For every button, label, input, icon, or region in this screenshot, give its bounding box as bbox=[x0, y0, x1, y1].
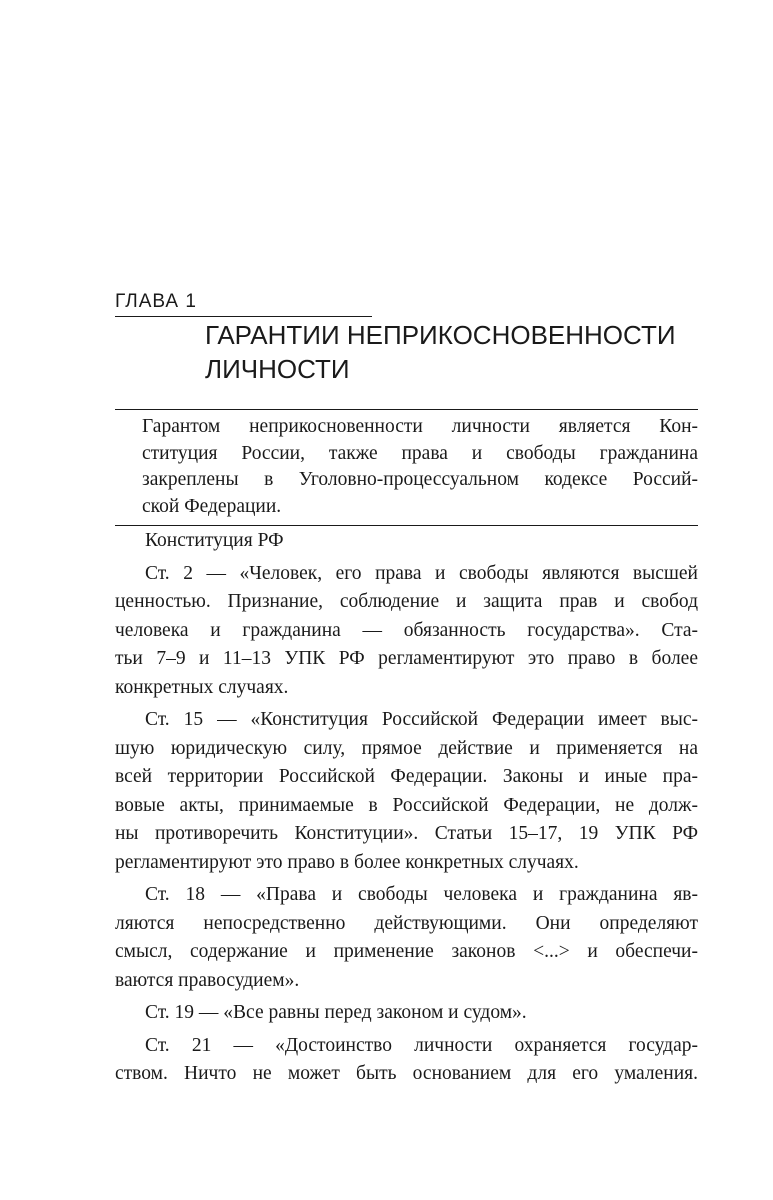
paragraph-line: смысл, содержание и применение законов <...> и обеспечи- bbox=[115, 941, 698, 962]
paragraph-line: тьи 7–9 и 11–13 УПК РФ регламентируют это право в более bbox=[115, 648, 698, 669]
chapter-rule bbox=[115, 316, 372, 317]
chapter-title bbox=[205, 318, 705, 386]
chapter-title-line: ЛИЧНОСТИ bbox=[205, 354, 350, 384]
section-heading: Конституция РФ bbox=[145, 530, 284, 551]
chapter-label: ГЛАВА 1 bbox=[115, 291, 197, 312]
paragraph-art-18 bbox=[115, 881, 698, 995]
epigraph-line: ской Федерации. bbox=[142, 495, 282, 517]
paragraph-line: ляются непосредственно действующими. Они определяют bbox=[115, 912, 698, 934]
chapter-title-line: ГАРАНТИИ НЕПРИКОСНОВЕННОСТИ bbox=[205, 320, 676, 350]
paragraph-line: всей территории Российской Федерации. Законы и иные пра- bbox=[115, 766, 698, 787]
paragraph-art-15 bbox=[115, 706, 698, 877]
paragraph-line: Ст. 19 — «Все равны перед законом и судом». bbox=[145, 1002, 527, 1023]
paragraph-line: ны противоречить Конституции». Статьи 15–17, 19 УПК РФ bbox=[115, 823, 698, 844]
paragraph-line: Ст. 18 — «Права и свободы человека и гражданина яв- bbox=[145, 884, 698, 905]
paragraph-art-21 bbox=[115, 1032, 698, 1089]
paragraph-line: ваются правосудием». bbox=[115, 969, 300, 991]
paragraph-line: регламентируют это право в более конкретных случаях. bbox=[115, 851, 579, 873]
paragraph-art-2 bbox=[115, 560, 698, 703]
epigraph-box bbox=[115, 409, 698, 526]
paragraph-line: конкретных случаях. bbox=[115, 676, 289, 698]
paragraph-line: человека и гражданина — обязанность государства». Ста- bbox=[115, 619, 698, 641]
body-text bbox=[115, 527, 698, 1089]
paragraph-line: Ст. 15 — «Конституция Российской Федерации имеет выс- bbox=[145, 709, 698, 730]
epigraph-line: Гарантом неприкосновенности личности является Кон- bbox=[142, 416, 698, 437]
paragraph-line: шую юридическую силу, прямое действие и применяется на bbox=[115, 737, 698, 759]
paragraph-line: ценностью. Признание, соблюдение и защита прав и свобод bbox=[115, 591, 698, 612]
paragraph-line: вовые акты, принимаемые в Российской Федерации, не долж- bbox=[115, 794, 698, 816]
paragraph-line: Ст. 2 — «Человек, его права и свободы являются высшей bbox=[145, 562, 698, 584]
epigraph-line: закреплены в Уголовно-процессуальном кодексе Россий- bbox=[142, 469, 698, 490]
paragraph-line: Ст. 21 — «Достоинство личности охраняется государ- bbox=[145, 1034, 698, 1056]
paragraph-line: ством. Ничто не может быть основанием для его умаления. bbox=[115, 1063, 698, 1084]
paragraph-art-19 bbox=[115, 999, 698, 1028]
epigraph-line: ституция России, также права и свободы гражданина bbox=[142, 442, 698, 464]
